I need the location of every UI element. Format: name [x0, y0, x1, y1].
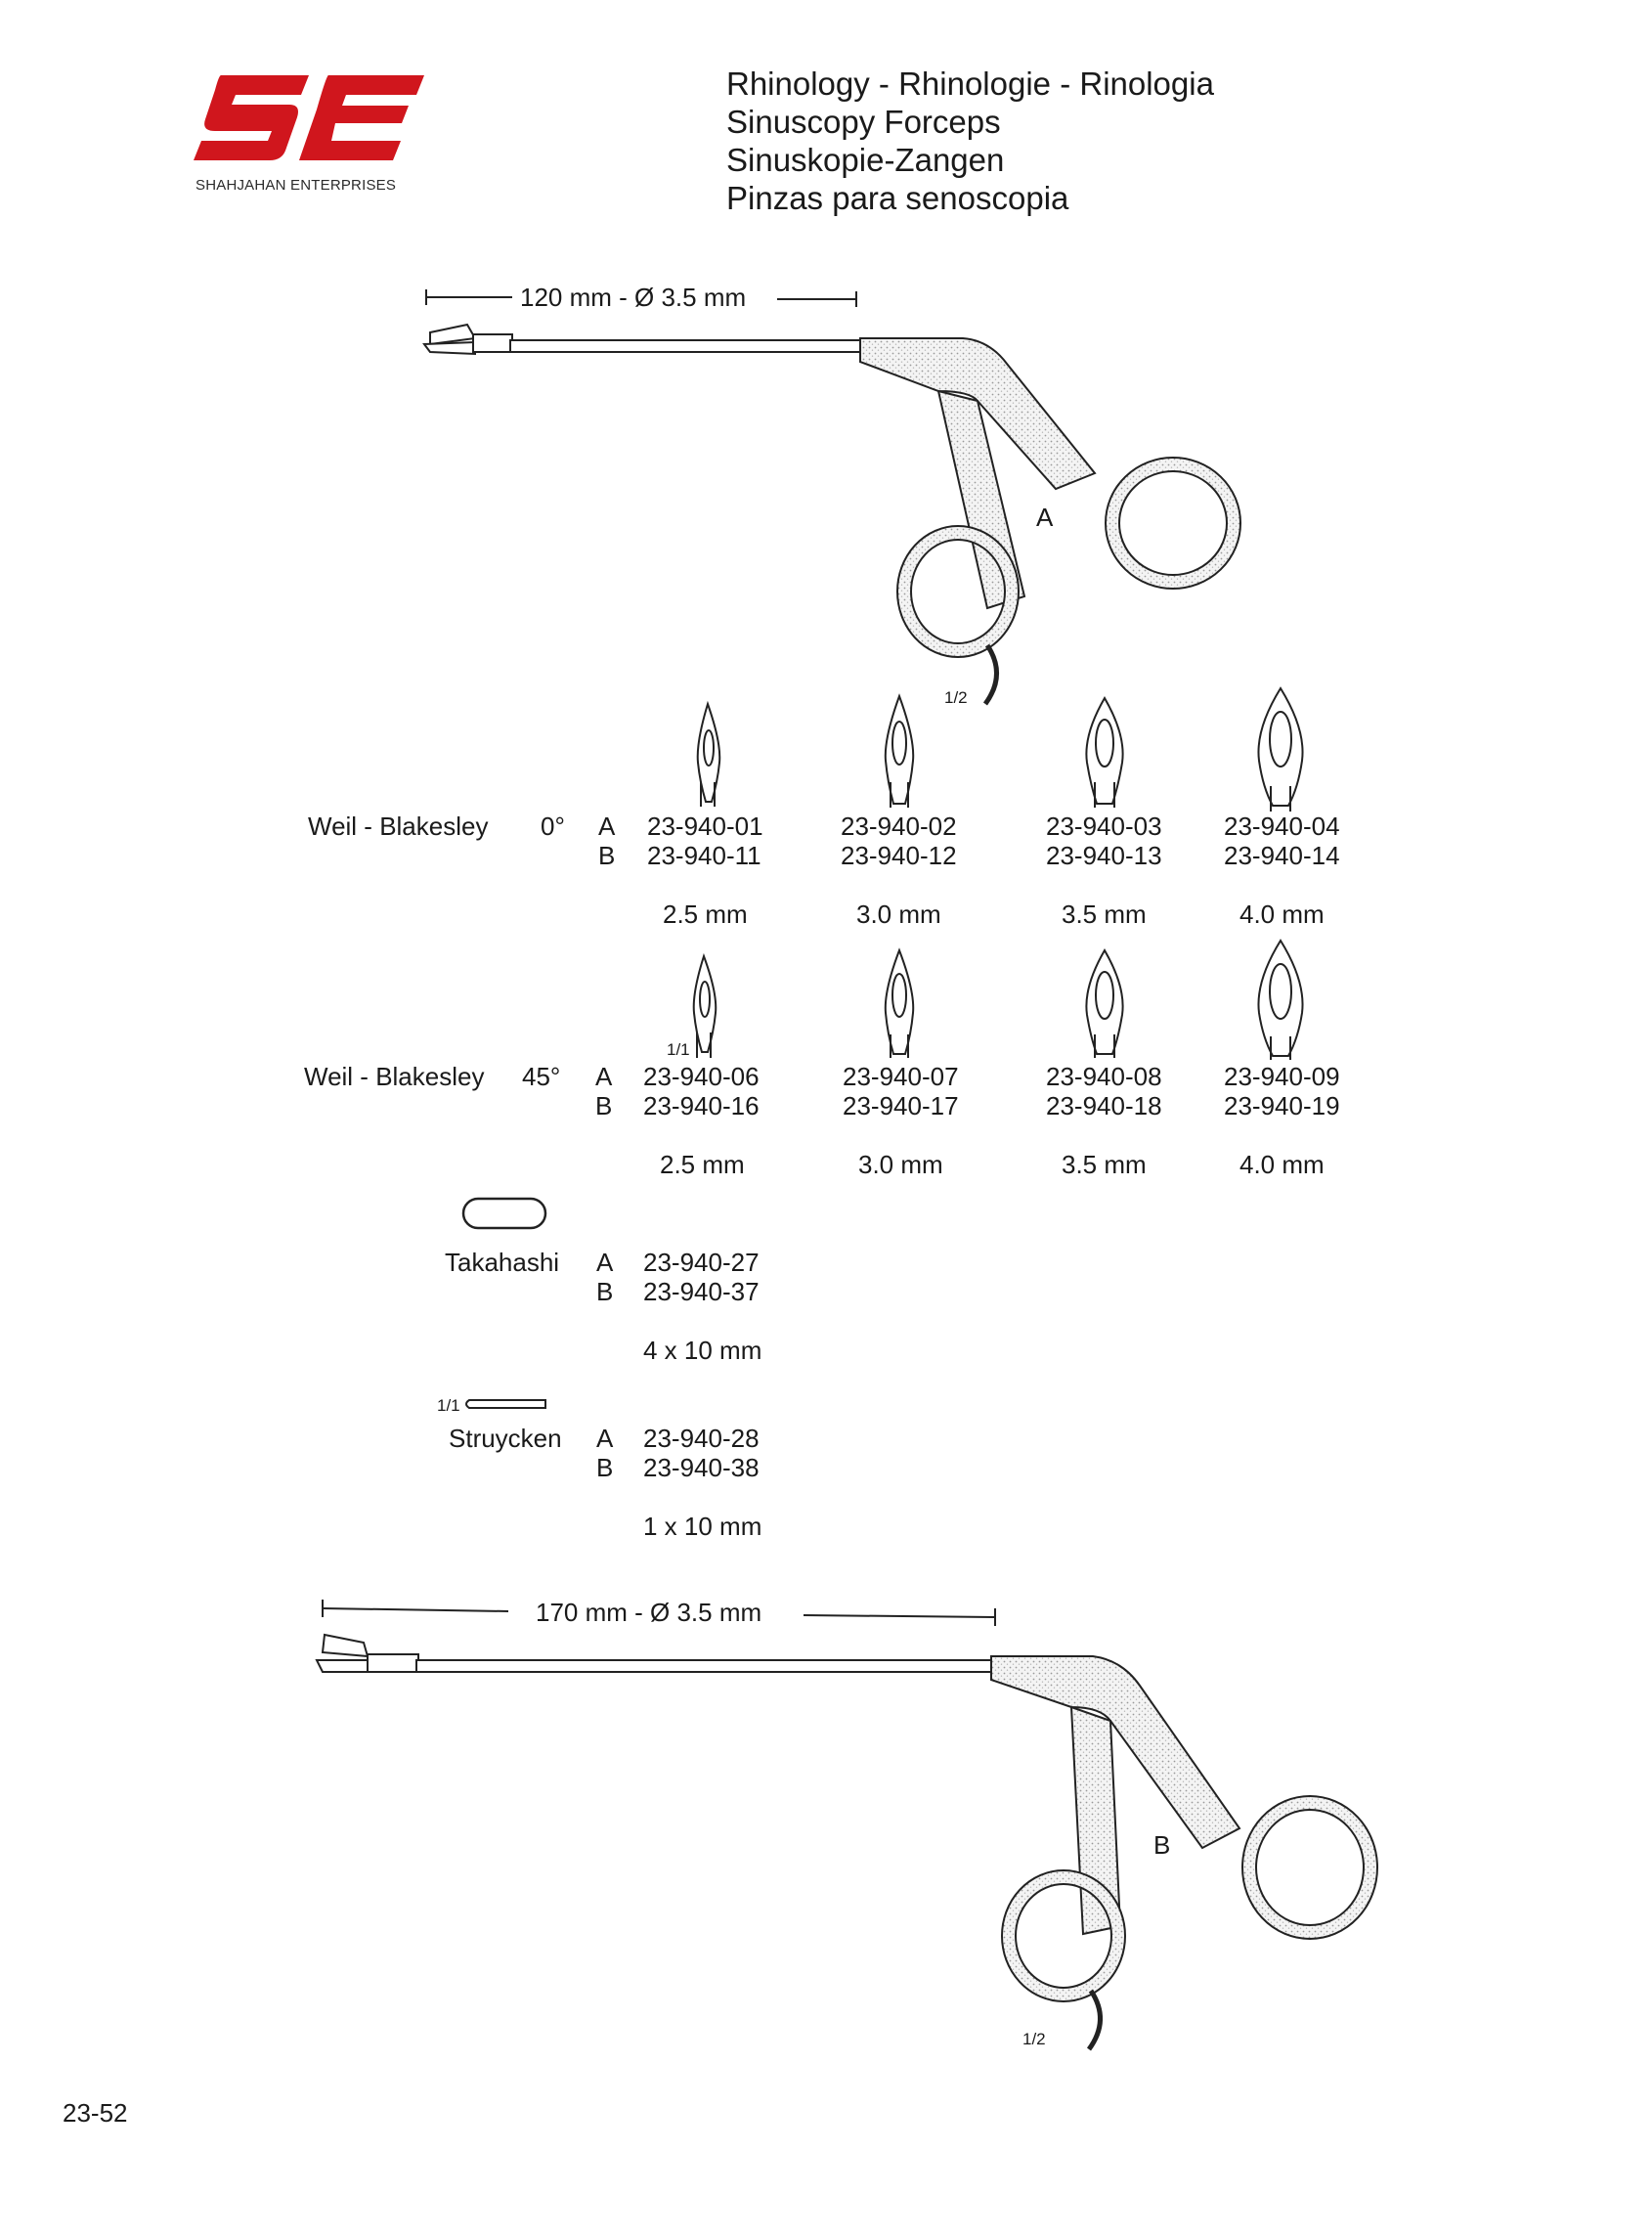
group1-code-b-1: 23-940-11 — [647, 841, 761, 870]
group1-variant-a: A — [598, 812, 616, 841]
group4-code-b: 23-940-38 — [643, 1453, 760, 1482]
group2-code-a-3: 23-940-08 — [1046, 1062, 1162, 1091]
group2-scale: 1/1 — [667, 1040, 690, 1059]
group1-size-2: 3.0 mm — [856, 900, 941, 929]
group4-variant-a: A — [596, 1424, 614, 1453]
group3-code-b: 23-940-37 — [643, 1277, 760, 1306]
group2-variant-b: B — [595, 1091, 613, 1120]
group1-size-4: 4.0 mm — [1239, 900, 1325, 929]
title-sinuskopie-zangen: Sinuskopie-Zangen — [726, 142, 1005, 178]
label-b: B — [1153, 1830, 1171, 1860]
group2-size-3: 3.5 mm — [1062, 1150, 1147, 1179]
group2-angle: 45° — [522, 1062, 561, 1091]
group1-code-a-4: 23-940-04 — [1224, 812, 1340, 841]
group4-scale: 1/1 — [437, 1396, 460, 1415]
group1-size-1: 2.5 mm — [663, 900, 748, 929]
title-rhinology: Rhinology - Rhinologie - Rinologia — [726, 66, 1214, 102]
dimension-b: 170 mm - Ø 3.5 mm — [536, 1598, 762, 1627]
dimension-a: 120 mm - Ø 3.5 mm — [520, 283, 747, 312]
group2-code-b-1: 23-940-16 — [643, 1091, 760, 1120]
title-pinzas: Pinzas para senoscopia — [726, 180, 1069, 216]
group2-size-1: 2.5 mm — [660, 1150, 745, 1179]
group1-code-b-4: 23-940-14 — [1224, 841, 1340, 870]
scale-a: 1/2 — [944, 688, 968, 707]
group2-code-b-3: 23-940-18 — [1046, 1091, 1162, 1120]
group2-code-b-2: 23-940-17 — [843, 1091, 959, 1120]
label-a: A — [1036, 503, 1054, 532]
group4-name: Struycken — [449, 1424, 562, 1453]
group2-size-4: 4.0 mm — [1239, 1150, 1325, 1179]
group2-variant-a: A — [595, 1062, 613, 1091]
group4-code-a: 23-940-28 — [643, 1424, 760, 1453]
group3-size: 4 x 10 mm — [643, 1336, 762, 1365]
group2-code-a-1: 23-940-06 — [643, 1062, 760, 1091]
group1-code-a-1: 23-940-01 — [647, 812, 763, 841]
scale-b: 1/2 — [1022, 2030, 1046, 2048]
group2-code-b-4: 23-940-19 — [1224, 1091, 1340, 1120]
group4-size: 1 x 10 mm — [643, 1512, 762, 1541]
group2-size-2: 3.0 mm — [858, 1150, 943, 1179]
group2-code-a-2: 23-940-07 — [843, 1062, 959, 1091]
page-number: 23-52 — [63, 2098, 128, 2128]
group2-code-a-4: 23-940-09 — [1224, 1062, 1340, 1091]
group3-variant-b: B — [596, 1277, 614, 1306]
group3-name: Takahashi — [445, 1248, 560, 1277]
group1-code-b-2: 23-940-12 — [841, 841, 957, 870]
group1-variant-b: B — [598, 841, 616, 870]
group1-code-b-3: 23-940-13 — [1046, 841, 1162, 870]
company-name: SHAHJAHAN ENTERPRISES — [196, 177, 397, 194]
group1-code-a-2: 23-940-02 — [841, 812, 957, 841]
group1-name: Weil - Blakesley — [308, 812, 489, 841]
group1-size-3: 3.5 mm — [1062, 900, 1147, 929]
group1-angle: 0° — [541, 812, 565, 841]
group3-variant-a: A — [596, 1248, 614, 1277]
group1-code-a-3: 23-940-03 — [1046, 812, 1162, 841]
group4-variant-b: B — [596, 1453, 614, 1482]
title-sinuscopy-forceps: Sinuscopy Forceps — [726, 104, 1001, 140]
group3-code-a: 23-940-27 — [643, 1248, 760, 1277]
group2-name: Weil - Blakesley — [304, 1062, 485, 1091]
